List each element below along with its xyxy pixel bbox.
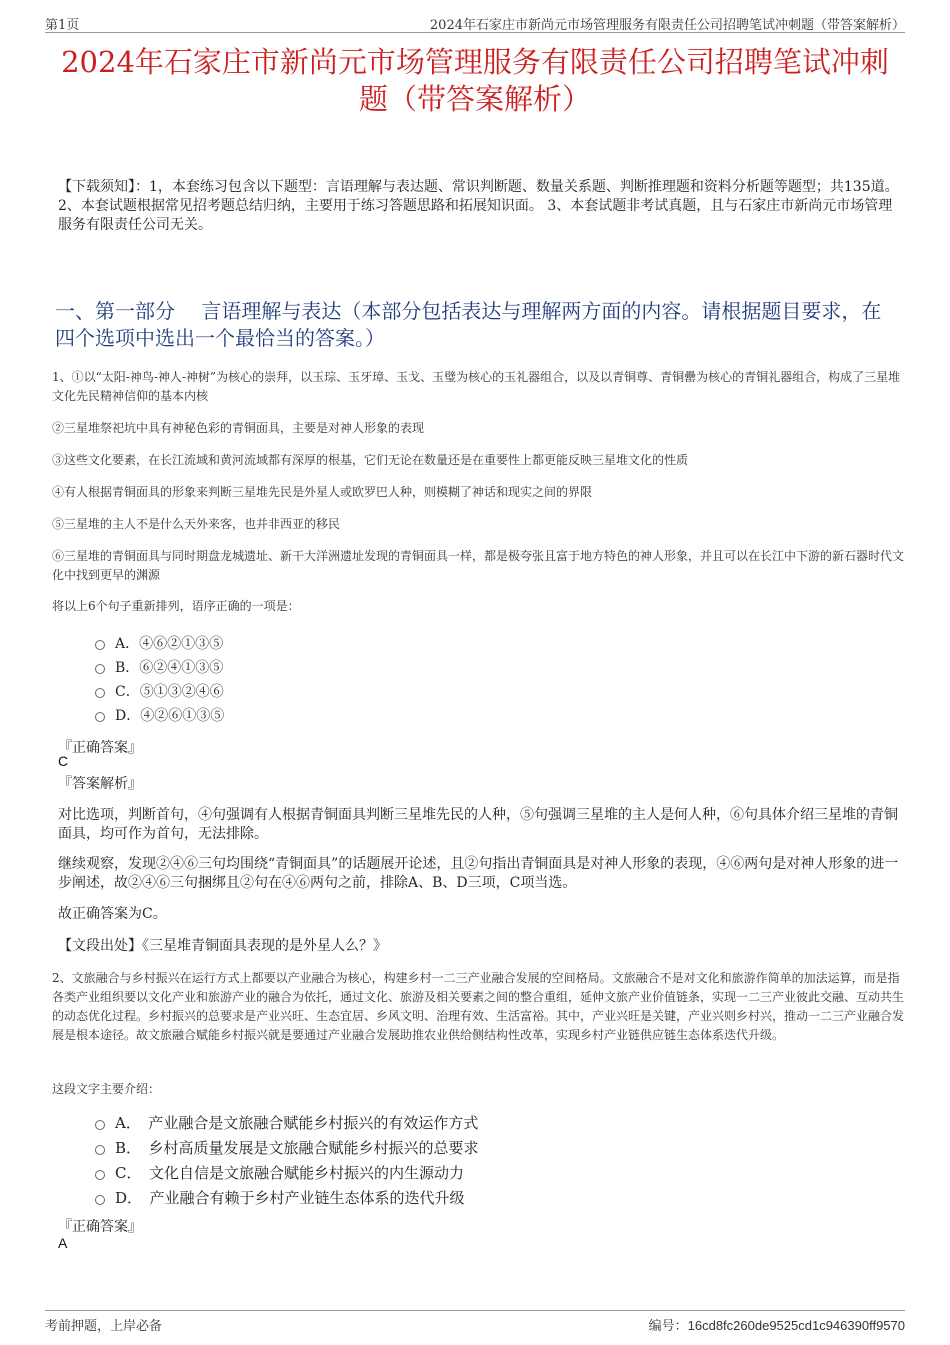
q2-option-a[interactable] [95,1113,478,1133]
radio-icon[interactable] [95,664,105,674]
page-number: 第1页 [45,18,80,33]
q1-sentence-4: ④有人根据青铜面具的形象来判断三星堆先民是外星人或欧罗巴人种，则模糊了神话和现实之间的界限 [52,485,593,499]
footer-code-value: 16cd8fc260de9525cd1c946390ff9570 [687,1318,905,1333]
option-label: A． 产业融合是文旅融合赋能乡村振兴的有效运作方式 [115,1114,479,1132]
q1-analysis-paragraph-3: 故正确答案为C。 [58,906,167,922]
q2-answer: A [58,1235,68,1251]
option-label: C．⑤①③②④⑥ [115,684,224,700]
q1-option-d[interactable] [95,706,224,726]
q1-analysis-label: 『答案解析』 [58,776,142,792]
q2-option-c[interactable] [95,1163,464,1183]
q1-answer: C [58,753,69,769]
q1-prompt: 将以上6个句子重新排列，语序正确的一项是： [52,599,300,613]
option-label: D． 产业融合有赖于乡村产业链生态体系的迭代升级 [115,1189,465,1207]
page-header [45,12,905,33]
q1-analysis-paragraph-2: 继续观察，发现②④⑥三句均围绕“青铜面具”的话题展开论述，且②句指出青铜面具是对神人形象的表现，④⑥两句是对神人形象的进一步阐述，故②④⑥三句捆绑且②句在④⑥两句之前，排除A、B、D三项，C项当选。 [58,856,899,891]
q1-option-b[interactable] [95,658,223,678]
q1-sentence-6: ⑥三星堆的青铜面具与同时期盘龙城遗址、新干大洋洲遗址发现的青铜面具一样，都是极夸张且富于地方特色的神人形象，并且可以在长江中下游的新石器时代文化中找到更早的渊源 [52,549,905,582]
footer-slogan: 考前押题，上岸必备 [45,1319,163,1334]
q2-prompt: 这段文字主要介绍： [52,1082,161,1096]
q1-analysis-paragraph-1: 对比选项，判断首句，④句强调有人根据青铜面具判断三星堆先民的人种，⑤句强调三星堆的主人是何人种，⑥句具体介绍三星堆的青铜面具，均可作为首句，无法排除。 [58,807,898,842]
download-notice: 【下载须知】：1，本套练习包含以下题型：言语理解与表达题、常识判断题、数量关系题、判断推理题和资料分析题等题型；共135道。 2、本套试题根据常见招考题总结归纳，主要用于练习答题思路和拓展知识面。 3、本套试题非考试真题，且与石家庄市新尚元市场管理服务有限责任公司无关。 [58,179,899,233]
radio-icon[interactable] [95,640,105,650]
footer-code-label: 编号： [648,1319,688,1334]
q1-sentence-2: ②三星堆祭祀坑中具有神秘色彩的青铜面具，主要是对神人形象的表现 [52,421,425,435]
section-title: 一、第一部分 言语理解与表达（本部分包括表达与理解两方面的内容。请根据题目要求，在四个选项中选出一个最恰当的答案。） [55,299,882,350]
radio-icon[interactable] [95,712,105,722]
q2-answer-label: 『正确答案』 [58,1219,142,1235]
q2-option-d[interactable] [95,1188,465,1208]
header-doc-title: 2024年石家庄市新尚元市场管理服务有限责任公司招聘笔试冲刺题（带答案解析） [429,18,905,33]
q2-text: 2、文旅融合与乡村振兴在运行方式上都要以产业融合为核心，构建乡村一二三产业融合发展的空间格局。文旅融合不是对文化和旅游作简单的加法运算，而是指各类产业组织要以文化产业和旅游产业的融合为依托，通过文化、旅游及相关要素之间的整合重组，延伸文旅产业价值链条，实现一二三产业彼此交融、互动共生的动态优化过程。乡村振兴的总要求是产业兴旺、生态宜居、乡风文明、治理有效、生活富裕。其中，产业兴旺是关键，产业兴则乡村兴，推动一二三产业融合发展是根本途径。故文旅融合赋能乡村振兴就是要通过产业融合发展助推农业供给侧结构性改革，实现乡村产业链供应链生态体系迭代升级。 [52,971,905,1042]
q1-sentence-1: 1、①以“太阳-神鸟-神人-神树”为核心的崇拜，以玉琮、玉牙璋、玉戈、玉璧为核心的玉礼器组合，以及以青铜尊、青铜罍为核心的青铜礼器组合，构成了三星堆文化先民精神信仰的基本内核 [52,370,901,403]
q1-answer-label: 『正确答案』 [58,740,142,756]
radio-icon[interactable] [95,1145,105,1155]
option-label: B． 乡村高质量发展是文旅融合赋能乡村振兴的总要求 [115,1139,479,1157]
option-label: D．④②⑥①③⑤ [115,708,225,724]
page-footer [45,1310,905,1333]
radio-icon[interactable] [95,1170,105,1180]
option-label: A．④⑥②①③⑤ [115,636,224,652]
radio-icon[interactable] [95,1195,105,1205]
page-title: 2024年石家庄市新尚元市场管理服务有限责任公司招聘笔试冲刺题（带答案解析） [61,45,889,116]
q1-sentence-5: ⑤三星堆的主人不是什么天外来客，也并非西亚的移民 [52,517,341,531]
q1-sentence-3: ③这些文化要素，在长江流域和黄河流域都有深厚的根基，它们无论在数量还是在重要性上都更能反映三星堆文化的性质 [52,453,689,467]
q1-source: 【文段出处】《三星堆青铜面具表现的是外星人么？》 [58,938,387,954]
q1-option-c[interactable] [95,682,224,702]
q2-option-b[interactable] [95,1138,479,1158]
radio-icon[interactable] [95,1120,105,1130]
footer-code [649,1315,905,1334]
q1-option-a[interactable] [95,634,223,654]
option-label: B．⑥②④①③⑤ [115,660,224,676]
option-label: C． 文化自信是文旅融合赋能乡村振兴的内生源动力 [115,1164,464,1182]
radio-icon[interactable] [95,688,105,698]
